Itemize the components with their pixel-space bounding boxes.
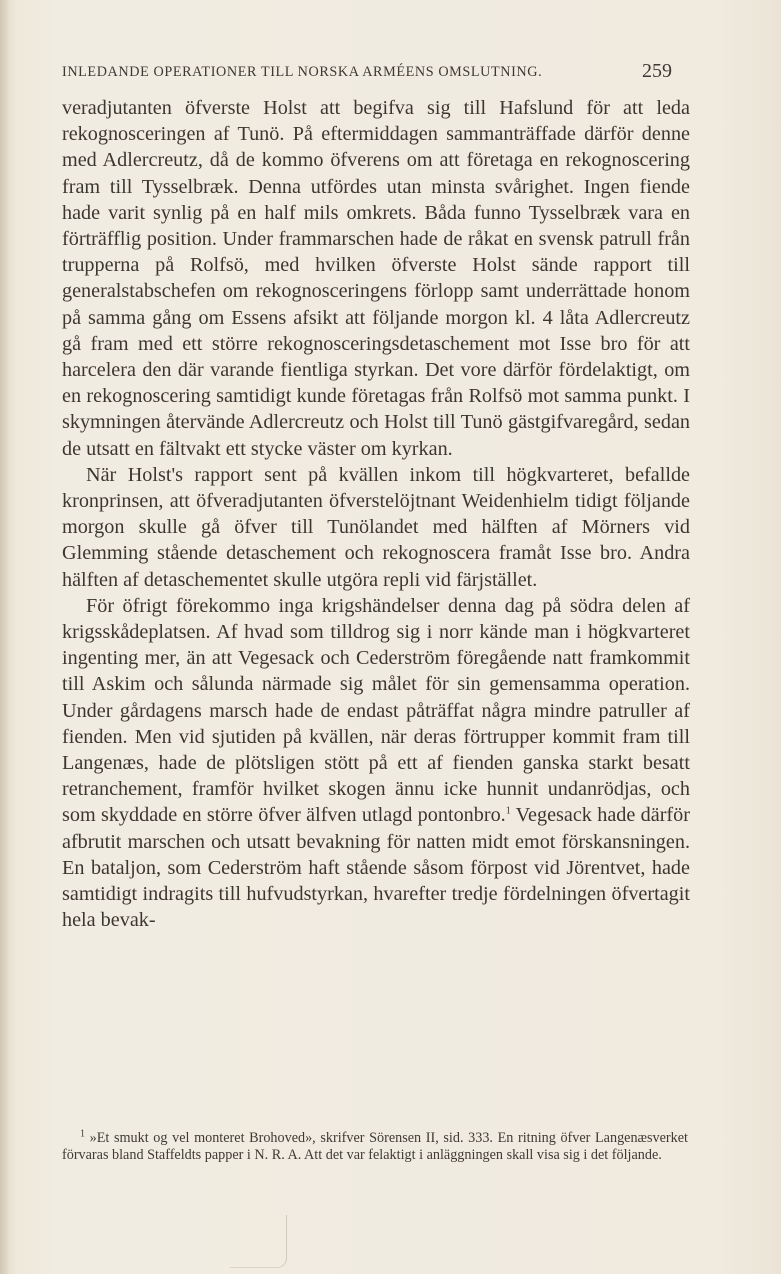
footnote-reference: 1 [505, 805, 511, 817]
footnotes [62, 1130, 688, 1164]
footnote-1 [62, 1130, 688, 1164]
running-head [62, 60, 672, 84]
body-text [62, 95, 690, 934]
paper-crease-mark [230, 1215, 287, 1268]
running-title: INLEDANDE OPERATIONER TILL NORSKA ARMÉENS OMSLUTNING. [62, 64, 543, 80]
binding-edge [0, 0, 9, 1274]
footnote-marker: 1 [80, 1128, 85, 1140]
page-number: 259 [642, 60, 672, 82]
paragraph-3-text: För öfrigt förekommo inga krigshändelser denna dag på södra delen af krigsskådeplatsen. Af hvad som tilldrog sig i norr kände man i högkvarteret ingenting mer, än att Vegesack och Cederström föregående natt framkommit till Askim och sålunda närmade sig målet för sin gemensamma operation. Under gårdagens marsch hade de endast påträffat några mindre patruller af fienden. Men vid sjutiden på kvällen, när deras förtrupper kommit fram till Langenæs, hade de plötsligen stött på ett af fienden ganska starkt besatt retranchement, framför hvilket skogen ännu icke hunnit undanrödjas, och som skyddade en större öfver älfven utlagd pontonbro. [62, 594, 690, 827]
paragraph-3-continuation: Vegesack hade därför afbrutit marschen och utsatt bevakning för natten midt emot förskansningen. En bataljon, som Cederström haft stående såsom förpost vid Jörentvet, hade samtidigt indragits till hufvudstyrkan, hvarefter tredje fördelningen öfvertagit hela bevak- [62, 804, 690, 932]
footnote-text: »Et smukt og vel monteret Brohoved», skrifver Sörensen II, sid. 333. En ritning öfver Langenæsverket förvaras bland Staffeldts papper i N. R. A. Att det var felaktigt i anläggningen skall visa sig i det följande. [62, 1130, 688, 1164]
paragraph-2: När Holst's rapport sent på kvällen inkom till högkvarteret, befallde kronprinsen, att öfveradjutanten öfverstelöjtnant Weidenhielm tidigt följande morgon skulle gå öfver till Tunölandet med hälften af Mörners vid Glemming stående detaschement och rekognoscera framåt Isse bro. Andra hälften af detaschementet skulle utgöra repli vid färjstället. [62, 463, 690, 591]
paragraph-1: veradjutanten öfverste Holst att begifva sig till Hafslund för att leda rekognosceringen af Tunö. På eftermiddagen sammanträffade därför denne med Adlercreutz, då de kommo öfverens om att företaga en rekognoscering fram till Tysselbræk. Denna utfördes utan minsta svårighet. Ingen fiende hade varit synlig på en half mils omkrets. Båda funno Tysselbræk vara en förträfflig position. Under frammarschen hade de råkat en svensk patrull från trupperna på Rolfsö, med hvilken öfverste Holst sände rapport till generalstabschefen om rekognosceringens förlopp samt underrättade honom på samma gång om Essens afsikt att följande morgon kl. 4 låta Adlercreutz gå fram med ett större rekognosceringsdetaschement mot Isse bro för att harcelera den där varande fientliga styrkan. Det vore därför fördelaktigt, om en rekognoscering samtidigt kunde företagas från Rolfsö mot samma punkt. I skymningen återvände Adlercreutz och Holst till Tunö gästgifvaregård, sedan de utsatt en fältvakt ett stycke väster om kyrkan. [62, 97, 690, 460]
paragraph-3 [62, 593, 690, 934]
